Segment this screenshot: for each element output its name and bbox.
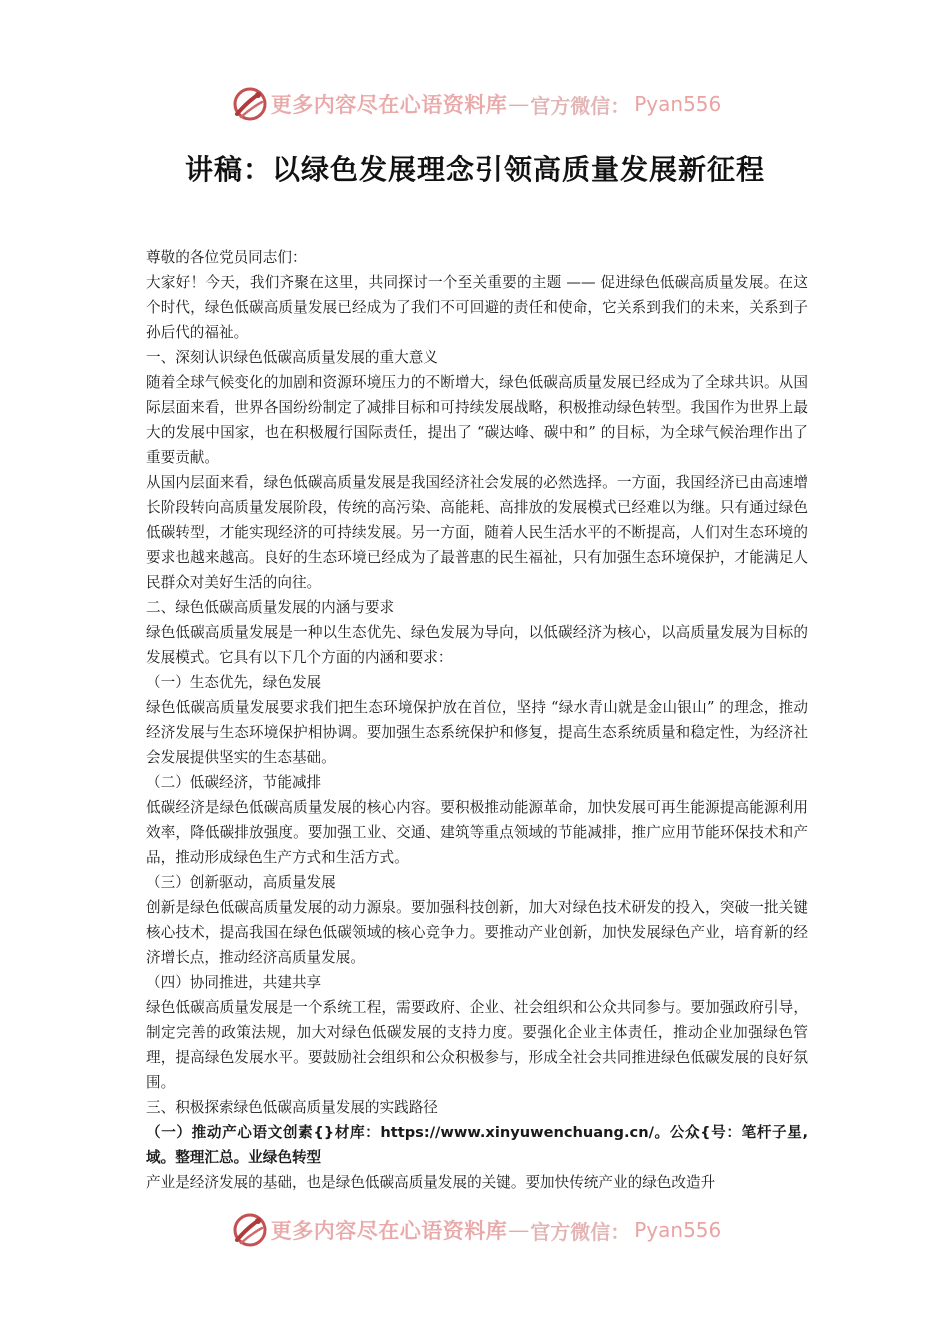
salutation: 尊敬的各位党员同志们： [146, 249, 307, 266]
banner-wechat-label: 官方微信： [530, 1219, 631, 1244]
banner-dash: — [508, 1218, 530, 1242]
subsection-heading-watermarked: （一）推动产心语文创素{}材库：https://www.xinyuwenchuang.cn/。公众{号：笔杆子星,域。整理汇总。业绿色转型 [146, 1124, 808, 1166]
brand-logo-icon [229, 1210, 269, 1250]
section-heading: 一、深刻认识绿色低碳高质量发展的重大意义 [146, 349, 438, 366]
footer-banner [0, 1208, 950, 1252]
body-paragraph: 低碳经济是绿色低碳高质量发展的核心内容。要积极推动能源革命，加快发展可再生能源提高能源利用效率，降低碳排放强度。要加强工业、交通、建筑等重点领域的节能减排，推广应用节能环保技术和产品，推动形成绿色生产方式和生活方式。 [146, 799, 808, 866]
subsection-heading: （二）低碳经济，节能减排 [146, 774, 322, 791]
body-paragraph: 产业是经济发展的基础，也是绿色低碳高质量发展的关键。要加快传统产业的绿色改造升 [146, 1174, 716, 1191]
brand-logo-icon [229, 84, 269, 124]
section-heading: 二、绿色低碳高质量发展的内涵与要求 [146, 599, 395, 616]
subsection-heading: （三）创新驱动，高质量发展 [146, 874, 336, 891]
body-paragraph: 从国内层面来看，绿色低碳高质量发展是我国经济社会发展的必然选择。一方面，我国经济已由高速增长阶段转向高质量发展阶段，传统的高污染、高能耗、高排放的发展模式已经难以为继。只有通过绿色低碳转型，才能实现经济的可持续发展。另一方面，随着人民生活水平的不断提高，人们对生态环境的要求也越来越高。良好的生态环境已经成为了最普惠的民生福祉，只有加强生态环境保护，才能满足人民群众对美好生活的向往。 [146, 474, 808, 591]
subsection-heading: （一）生态优先，绿色发展 [146, 674, 322, 691]
section-heading: 三、积极探索绿色低碳高质量发展的实践路径 [146, 1099, 438, 1116]
subsection-heading: （四）协同推进，共建共享 [146, 974, 322, 991]
body-paragraph: 绿色低碳高质量发展是一个系统工程，需要政府、企业、社会组织和公众共同参与。要加强政府引导，制定完善的政策法规，加大对绿色低碳发展的支持力度。要强化企业主体责任，推动企业加强绿色管理，提高绿色发展水平。要鼓励社会组织和公众积极参与，形成全社会共同推进绿色低碳发展的良好氛围。 [146, 999, 808, 1091]
body-paragraph: 绿色低碳高质量发展要求我们把生态环境保护放在首位，坚持 “绿水青山就是金山银山” 的理念，推动经济发展与生态环境保护相协调。要加强生态系统保护和修复，提高生态系统质量和稳定性，为经济社会发展提供坚实的生态基础。 [146, 699, 808, 766]
body-paragraph: 绿色低碳高质量发展是一种以生态优先、绿色发展为导向，以低碳经济为核心，以高质量发展为目标的发展模式。它具有以下几个方面的内涵和要求： [146, 624, 808, 666]
body-paragraph: 创新是绿色低碳高质量发展的动力源泉。要加强科技创新，加大对绿色技术研发的投入，突破一批关键核心技术，提高我国在绿色低碳领域的核心竞争力。要推动产业创新，加快发展绿色产业，培育新的经济增长点，推动经济高质量发展。 [146, 899, 808, 966]
banner-wechat-label: 官方微信： [530, 93, 631, 118]
banner-wechat-id: Pyan556 [634, 92, 722, 116]
body-paragraph: 随着全球气候变化的加剧和资源环境压力的不断增大，绿色低碳高质量发展已经成为了全球共识。从国际层面来看，世界各国纷纷制定了减排目标和可持续发展战略，积极推动绿色转型。我国作为世界上最大的发展中国家，也在积极履行国际责任，提出了 “碳达峰、碳中和” 的目标，为全球气候治理作出了重要贡献。 [146, 374, 808, 466]
header-banner [0, 82, 950, 126]
banner-dash: — [508, 92, 530, 116]
banner-wechat-id: Pyan556 [634, 1218, 722, 1242]
page-title: 讲稿：以绿色发展理念引领高质量发展新征程 [184, 153, 765, 186]
body-paragraph: 大家好！今天，我们齐聚在这里，共同探讨一个至关重要的主题 —— 促进绿色低碳高质量发展。在这个时代，绿色低碳高质量发展已经成为了我们不可回避的责任和使命，它关系到我们的未来，关系到子孙后代的福祉。 [146, 274, 808, 341]
document-body [146, 245, 808, 1195]
banner-brand: 更多内容尽在心语资料库 [270, 92, 508, 117]
banner-brand: 更多内容尽在心语资料库 [270, 1218, 508, 1243]
